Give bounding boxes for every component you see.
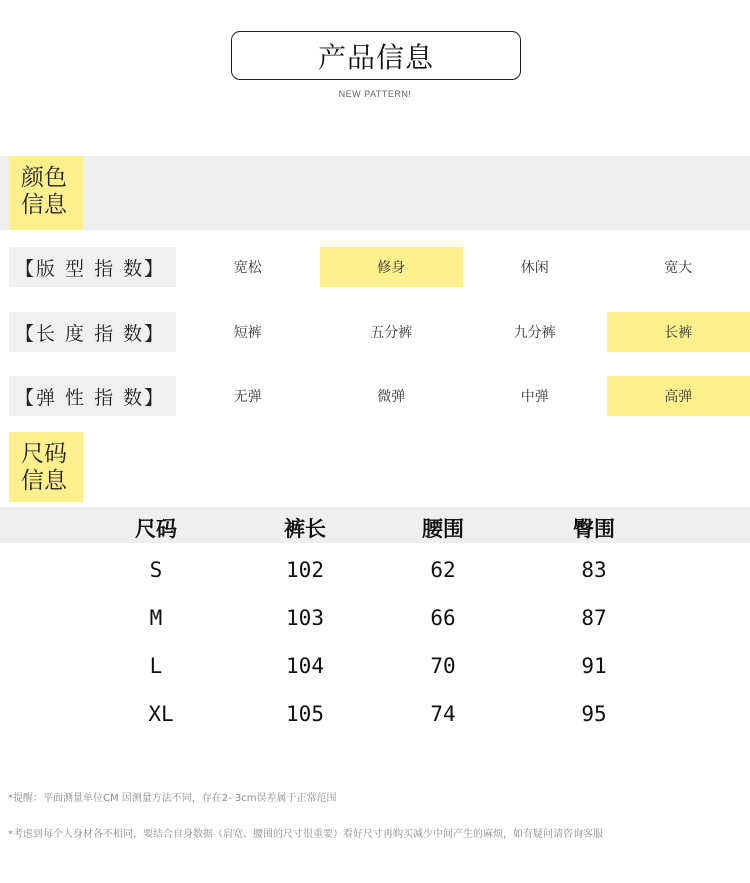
color-info-tag (9, 156, 83, 230)
length-index-row (9, 312, 750, 352)
length-index-options (176, 312, 750, 352)
fit-index-row (9, 247, 750, 287)
hip-cell: 83 (581, 558, 607, 582)
fit-index-label: 【版 型 指 数】 (15, 257, 166, 280)
color-info-band (0, 156, 750, 230)
color-info-tag-line2: 信息 (21, 192, 67, 218)
waist-cell: 62 (430, 558, 456, 582)
size-cell: XL (148, 702, 174, 726)
size-cell: M (149, 606, 163, 630)
size-header-cell: 裤长 (284, 517, 326, 541)
fitting-note: *考虑到每个人身材各不相同，要结合自身数据（肩宽、腰围的尺寸很重要）看好尺寸再购买减少中间产生的麻烦，如有疑问请咨询客服 (8, 829, 603, 840)
fit-option: 宽松 (176, 247, 320, 287)
hip-cell: 91 (581, 654, 607, 678)
stretch-option: 中弹 (463, 376, 607, 416)
length-option: 五分裤 (320, 312, 464, 352)
length-cell: 103 (286, 606, 324, 630)
hip-cell: 87 (581, 606, 607, 630)
stretch-index-label: 【弹 性 指 数】 (15, 386, 166, 409)
stretch-option: 微弹 (320, 376, 464, 416)
fit-option: 宽大 (607, 247, 750, 287)
length-option: 短裤 (176, 312, 320, 352)
page-title (231, 31, 521, 80)
size-header-cell: 臀围 (573, 517, 615, 541)
size-info-tag-line2: 信息 (21, 468, 67, 494)
stretch-index-options (176, 376, 750, 416)
hip-cell: 95 (581, 702, 607, 726)
size-table-header (0, 507, 750, 543)
waist-cell: 74 (430, 702, 456, 726)
length-option: 九分裤 (463, 312, 607, 352)
length-cell: 105 (286, 702, 324, 726)
color-info-tag-line1: 颜色 (21, 165, 67, 191)
length-option: 长裤 (607, 312, 750, 352)
waist-cell: 66 (430, 606, 456, 630)
size-info-tag-line1: 尺码 (21, 441, 67, 467)
length-index-label: 【长 度 指 数】 (15, 322, 166, 345)
stretch-option: 无弹 (176, 376, 320, 416)
fit-option: 修身 (320, 247, 464, 287)
size-cell: L (149, 654, 163, 678)
size-header-cell: 尺码 (135, 517, 177, 541)
size-cell: S (149, 558, 163, 582)
length-cell: 104 (286, 654, 324, 678)
fit-index-options (176, 247, 750, 287)
stretch-index-row (9, 376, 750, 416)
measurement-note: *提醒：平面测量单位CM 因测量方法不同，存在2- 3cm误差属于正常范围 (8, 793, 337, 804)
size-info-tag (9, 432, 83, 502)
size-header-cell: 腰围 (422, 517, 464, 541)
fit-option: 休闲 (463, 247, 607, 287)
page-title-text: 产品信息 (317, 40, 434, 74)
length-cell: 102 (286, 558, 324, 582)
waist-cell: 70 (430, 654, 456, 678)
page-subtitle: NEW PATTERN! (338, 89, 412, 99)
stretch-option: 高弹 (607, 376, 750, 416)
